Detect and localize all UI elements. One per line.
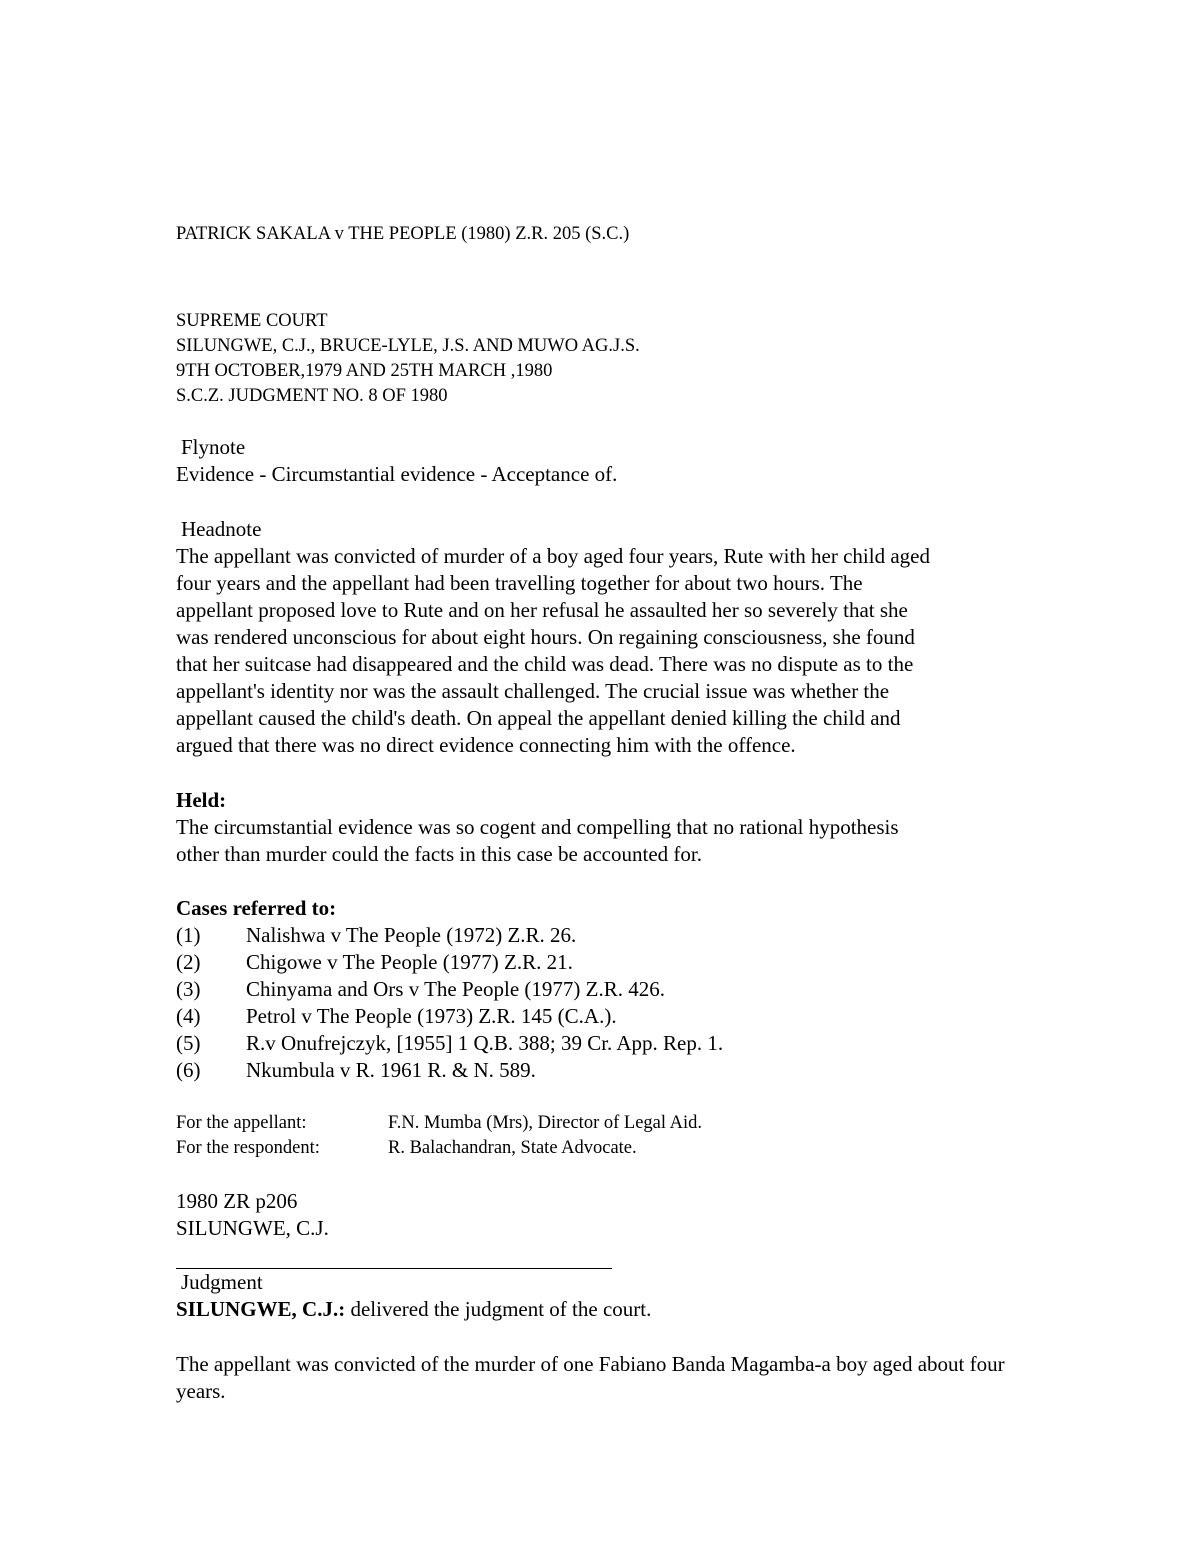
judgment-delivered-text: delivered the judgment of the court. [345, 1297, 652, 1321]
flynote-section [176, 434, 617, 488]
cases-heading: Cases referred to: [176, 896, 337, 920]
page-ref-judge: SILUNGWE, C.J. [176, 1216, 329, 1240]
case-citation: Chigowe v The People (1977) Z.R. 21. [246, 950, 573, 974]
counsel-value: R. Balachandran, State Advocate. [388, 1138, 637, 1158]
case-title: PATRICK SAKALA v THE PEOPLE (1980) Z.R. 205 (S.C.) [176, 224, 630, 244]
case-item [176, 949, 723, 976]
court-info [176, 309, 640, 409]
case-citation: Nkumbula v R. 1961 R. & N. 589. [246, 1058, 536, 1082]
held-line: other than murder could the facts in this case be accounted for. [176, 842, 702, 866]
headnote-line: was rendered unconscious for about eight hours. On regaining consciousness, she found [176, 625, 915, 649]
cases-section [176, 895, 723, 1084]
headnote-line: appellant's identity nor was the assault challenged. The crucial issue was whether the [176, 679, 890, 703]
headnote-line: that her suitcase had disappeared and the child was dead. There was no dispute as to the [176, 652, 914, 676]
case-item [176, 976, 723, 1003]
counsel-row-respondent [176, 1136, 702, 1161]
counsel-label: For the appellant: [176, 1113, 307, 1133]
case-item [176, 1030, 723, 1057]
headnote-line: appellant proposed love to Rute and on her refusal he assaulted her so severely that she [176, 598, 908, 622]
case-item [176, 1057, 723, 1084]
judgment-heading: Judgment [181, 1270, 263, 1294]
case-number: (5) [176, 1031, 201, 1055]
case-citation: R.v Onufrejczyk, [1955] 1 Q.B. 388; 39 Cr. App. Rep. 1. [246, 1031, 724, 1055]
counsel-value: F.N. Mumba (Mrs), Director of Legal Aid. [388, 1113, 702, 1133]
counsel-section [176, 1111, 702, 1161]
case-number: (6) [176, 1058, 201, 1082]
judgment-delivered [176, 1296, 651, 1323]
judgment-line: The appellant was convicted of the murder of one Fabiano Banda Magamba-a boy aged about four [176, 1352, 1005, 1376]
headnote-line: appellant caused the child's death. On appeal the appellant denied killing the child and [176, 706, 901, 730]
flynote-text: Evidence - Circumstantial evidence - Acceptance of. [176, 462, 618, 486]
headnote-line: four years and the appellant had been travelling together for about two hours. The [176, 571, 863, 595]
judgment-number: S.C.Z. JUDGMENT NO. 8 OF 1980 [176, 386, 448, 406]
case-number: (3) [176, 977, 201, 1001]
counsel-label: For the respondent: [176, 1138, 320, 1158]
case-citation: Petrol v The People (1973) Z.R. 145 (C.A.). [246, 1004, 617, 1028]
judgment-section [176, 1269, 651, 1323]
dates-line: 9TH OCTOBER,1979 AND 25TH MARCH ,1980 [176, 361, 553, 381]
judgment-judge: SILUNGWE, C.J.: [176, 1297, 346, 1321]
case-citation: Chinyama and Ors v The People (1977) Z.R. 426. [246, 977, 665, 1001]
headnote-line: The appellant was convicted of murder of a boy aged four years, Rute with her child aged [176, 544, 930, 568]
case-number: (4) [176, 1004, 201, 1028]
case-item [176, 1003, 723, 1030]
counsel-row-appellant [176, 1111, 702, 1136]
case-item [176, 922, 723, 949]
flynote-heading: Flynote [181, 435, 246, 459]
headnote-heading: Headnote [181, 517, 262, 541]
held-line: The circumstantial evidence was so cogent and compelling that no rational hypothesis [176, 815, 899, 839]
case-number: (2) [176, 950, 201, 974]
page-reference [176, 1188, 329, 1242]
court-name: SUPREME COURT [176, 311, 328, 331]
headnote-section [176, 516, 930, 759]
case-citation: Nalishwa v The People (1972) Z.R. 26. [246, 923, 577, 947]
judges-line: SILUNGWE, C.J., BRUCE-LYLE, J.S. AND MUWO AG.J.S. [176, 336, 640, 356]
held-section [176, 787, 899, 868]
page-ref-number: 1980 ZR p206 [176, 1189, 298, 1213]
headnote-line: argued that there was no direct evidence connecting him with the offence. [176, 733, 796, 757]
case-number: (1) [176, 923, 201, 947]
held-heading: Held: [176, 788, 227, 812]
judgment-line: years. [176, 1379, 226, 1403]
judgment-body [176, 1351, 1005, 1405]
